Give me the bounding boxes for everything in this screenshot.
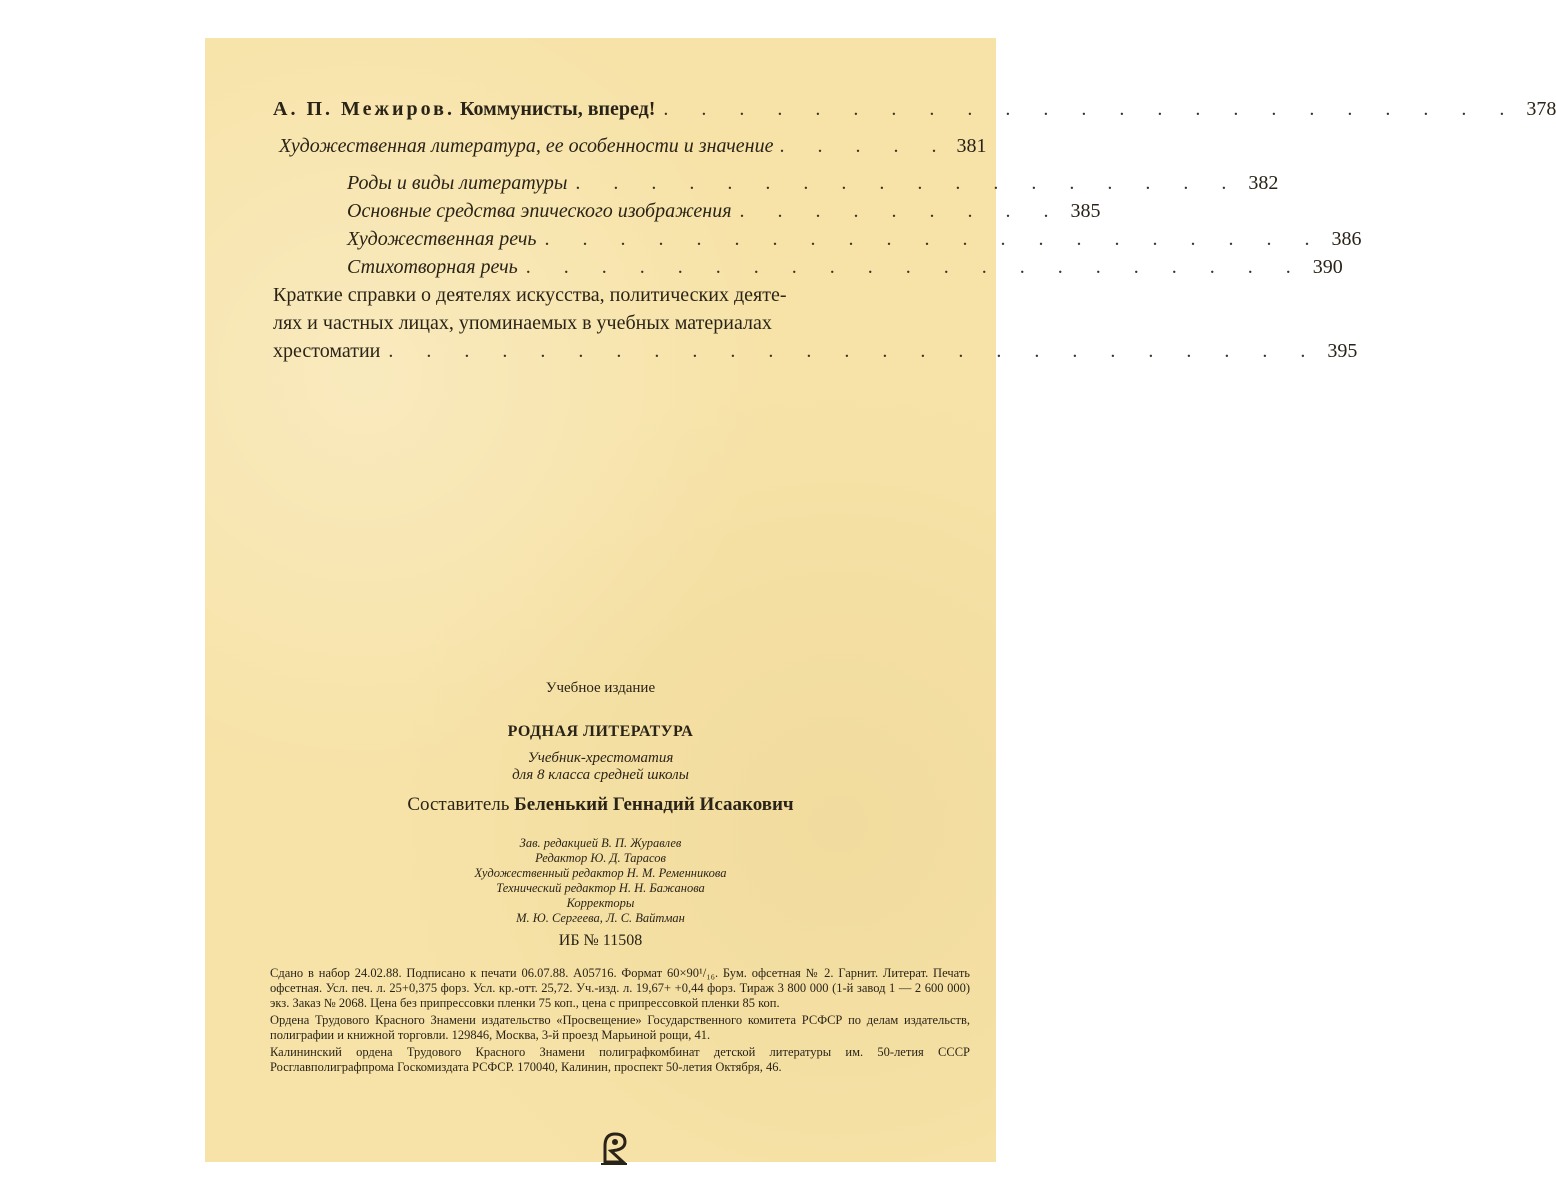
toc-entry-title: Художественная литература, ее особенности и значение [279,135,774,157]
toc-entry-page: 390 [1312,256,1343,278]
edition-type: Учебное издание [545,680,656,696]
staff-line: Корректоры [566,896,635,910]
toc-entry-page: 386 [1331,228,1362,250]
printer-details: Калининский ордена Трудового Красного Знамени полиграфкомбинат детской литературы им. 50-летия СССР Росглавполиграфпрома Госкомиздата РСФСР. 170040, Калинин, проспект 50-летия Октября, 46. [270,1045,970,1074]
publisher-logo-icon [597,1128,631,1166]
imprint-details [270,966,970,1077]
compiler-line [205,793,996,817]
book-subtitle: для 8 класса средней школы [512,767,689,783]
toc-entry [273,96,1556,122]
leader-dots: . . . . . . . . . . . . . . . . . . [575,172,1241,194]
leader-dots: . . . . . . . . . . . . . . . . . . . . . [544,228,1324,250]
publisher-details: Ордена Трудового Красного Знамени издательство «Просвещение» Государственного комитета РСФСР по делам издательств, полиграфии и книжной торговли. 129846, Москва, 3-й проезд Марьиной рощи, 41. [270,1013,970,1042]
toc-entry-title: Стихотворная речь [347,256,518,278]
staff-line: Художественный редактор Н. М. Ременникова [474,866,727,880]
toc-entry-title: Коммунисты, вперед! [459,98,656,120]
compiler-name: Беленький Геннадий Исаакович [514,794,794,815]
toc-entry-title: Роды и виды литературы [347,172,568,194]
toc-entry-line: лях и частных лицах, упоминаемых в учебных материалах [273,312,772,334]
leader-dots: . . . . . [779,135,951,157]
staff-line: Технический редактор Н. Н. Бажанова [496,881,705,895]
leader-dots: . . . . . . . . . [739,200,1063,222]
toc-entry-author: А. П. Межиров. [273,98,455,120]
book-subtitle: Учебник-хрестоматия [527,750,674,766]
toc-entry [347,254,1343,280]
staff-line: Редактор Ю. Д. Тарасов [535,851,666,865]
staff-line: М. Ю. Сергеева, Л. С. Вайтман [516,911,685,925]
compiler-label: Составитель [407,794,510,815]
toc-entry [347,226,1362,252]
leader-dots: . . . . . . . . . . . . . . . . . . . . . . . [663,98,1519,120]
toc-entry-page: 385 [1070,200,1101,222]
book-title: РОДНАЯ ЛИТЕРАТУРА [507,723,694,740]
staff-list [205,836,996,926]
staff-line: Зав. редакцией В. П. Журавлев [519,836,682,850]
toc-entry-title: Художественная речь [347,228,537,250]
toc-entry-line: Краткие справки о деятелях искусства, политических деяте- [273,284,787,306]
ib-number: ИБ № 11508 [558,932,643,949]
toc-entry-title: Основные средства эпического изображения [347,200,732,222]
toc-entry-line: хрестоматии [273,340,381,362]
toc-entry-page: 395 [1327,340,1358,362]
leader-dots: . . . . . . . . . . . . . . . . . . . . . . . . . [388,340,1320,362]
book-page [205,38,1556,1162]
toc-entry [347,170,1279,196]
toc-entry-page: 378 [1526,98,1556,120]
toc-entry-page: 381 [956,135,987,157]
toc-entry [273,338,1358,364]
leader-dots: . . . . . . . . . . . . . . . . . . . . . [525,256,1305,278]
toc-entry [279,133,987,159]
toc-entry [347,198,1101,224]
print-details: Сдано в набор 24.02.88. Подписано к печати 06.07.88. А05716. Формат 60×90¹/₁₆. Бум. офсетная № 2. Гарнит. Литерат. Печать офсетная. Усл. печ. л. 25+0,375 форз. Усл. кр.-отт. 25,72. Уч.-изд. л. 19,67+ +0,44 форз. Тираж 3 800 000 (1-й завод 1 — 2 600 000) экз. Заказ № 2068. Цена без припрессовки пленки 75 коп., цена с припрессовкой пленки 85 коп. [270,966,970,1010]
toc-entry-page: 382 [1248,172,1279,194]
